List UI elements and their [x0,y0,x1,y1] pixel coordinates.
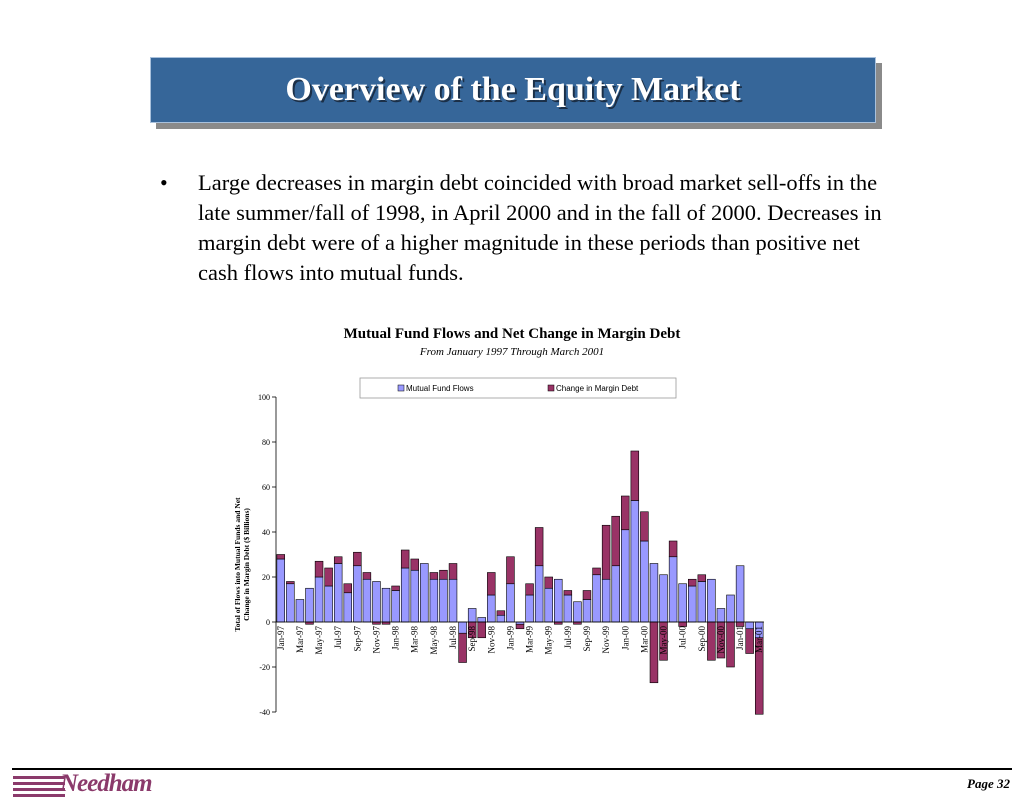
y-tick-label: 100 [258,393,270,402]
bar-change-in-margin-debt [621,496,629,530]
bar-change-in-margin-debt [612,516,620,566]
bar-change-in-margin-debt [497,611,505,616]
bar-change-in-margin-debt [640,512,648,541]
bar-mutual-fund-flows [411,570,419,622]
bar-change-in-margin-debt [602,525,610,579]
x-tick-label: Sep-00 [696,626,707,652]
x-tick-label: May-97 [314,626,325,655]
x-tick-label: Mar-98 [409,626,420,653]
bar-change-in-margin-debt [277,555,285,560]
x-tick-label: Sep-98 [467,626,478,652]
bar-change-in-margin-debt [727,622,735,667]
x-tick-label: Nov-98 [486,626,497,654]
bar-mutual-fund-flows [573,602,581,622]
bar-change-in-margin-debt [401,550,409,568]
bar-change-in-margin-debt [478,622,486,638]
bullet-icon: • [160,170,168,195]
x-tick-label: Nov-97 [371,626,382,654]
y-axis-label: Change in Margin Debt ($ Billions) [242,508,251,621]
bar-change-in-margin-debt [286,582,294,584]
bar-change-in-margin-debt [411,559,419,570]
bar-change-in-margin-debt [315,561,323,577]
y-tick-label: -40 [259,708,270,717]
bar-change-in-margin-debt [459,633,467,662]
bar-mutual-fund-flows [315,577,323,622]
bar-change-in-margin-debt [669,541,677,557]
bar-mutual-fund-flows [430,579,438,622]
bar-change-in-margin-debt [507,557,515,584]
needham-logo: Needham [60,770,152,797]
x-tick-label: Jan-98 [390,626,401,650]
bar-mutual-fund-flows [344,593,352,622]
bar-mutual-fund-flows [621,530,629,622]
bar-mutual-fund-flows [459,622,467,633]
bar-change-in-margin-debt [392,586,400,591]
bar-change-in-margin-debt [526,584,534,595]
bar-mutual-fund-flows [363,579,371,622]
x-tick-label: Jan-00 [620,626,631,650]
bar-mutual-fund-flows [420,564,428,623]
x-tick-label: May-98 [428,626,439,655]
legend-swatch [398,385,404,391]
bar-mutual-fund-flows [688,586,696,622]
bar-mutual-fund-flows [736,566,744,622]
bar-mutual-fund-flows [564,595,572,622]
x-tick-label: Jul-00 [677,626,688,649]
bar-change-in-margin-debt [487,573,495,596]
bar-mutual-fund-flows [583,600,591,623]
bar-mutual-fund-flows [545,588,553,622]
bar-mutual-fund-flows [650,564,658,623]
bar-mutual-fund-flows [698,582,706,623]
x-tick-label: May-99 [543,626,554,655]
bar-change-in-margin-debt [650,622,658,683]
bar-change-in-margin-debt [707,622,715,660]
bullet-text: Large decreases in margin debt coincided with broad market sell-offs in the late summer/fall of 1998, in April 2000 and in the fall of 2000. Decreases in margin debt were of a higher magnitude in these periods than positive net cash flows into mutual funds. [198,170,882,285]
y-tick-label: 20 [262,573,270,582]
bar-change-in-margin-debt [679,622,687,627]
x-tick-label: Mar-00 [639,626,650,653]
legend-label: Mutual Fund Flows [406,384,474,393]
bar-mutual-fund-flows [554,579,562,622]
bar-mutual-fund-flows [296,600,304,623]
x-tick-label: Jan-99 [505,626,516,650]
bar-mutual-fund-flows [286,584,294,622]
bar-mutual-fund-flows [612,566,620,622]
x-tick-label: Jan-01 [735,626,746,650]
bar-change-in-margin-debt [736,622,744,627]
bar-mutual-fund-flows [593,575,601,622]
y-tick-label: 60 [262,483,270,492]
bar-mutual-fund-flows [535,566,543,622]
bar-change-in-margin-debt [363,573,371,580]
x-tick-label: Sep-99 [581,626,592,652]
bar-change-in-margin-debt [593,568,601,575]
bar-mutual-fund-flows [334,564,342,623]
bar-mutual-fund-flows [669,557,677,622]
bar-mutual-fund-flows [468,609,476,623]
y-tick-label: 0 [266,618,270,627]
x-tick-label: Jul-97 [333,626,344,649]
page-number: Page 32 [967,776,1010,791]
y-tick-label: 40 [262,528,270,537]
bar-mutual-fund-flows [602,579,610,622]
bar-mutual-fund-flows [507,584,515,622]
bar-mutual-fund-flows [746,622,754,629]
bar-mutual-fund-flows [717,609,725,623]
bar-mutual-fund-flows [660,575,668,622]
bar-mutual-fund-flows [727,595,735,622]
bar-mutual-fund-flows [478,618,486,623]
x-tick-label: Jan-97 [275,626,286,650]
x-tick-label: Mar-01 [754,626,765,653]
bar-change-in-margin-debt [344,584,352,593]
bar-mutual-fund-flows [526,595,534,622]
bar-mutual-fund-flows [382,588,390,622]
page-title: Overview of the Equity Market [285,71,741,108]
bar-change-in-margin-debt [564,591,572,596]
bar-change-in-margin-debt [440,570,448,579]
x-tick-label: Sep-97 [352,626,363,652]
footer-divider [12,768,1012,770]
bar-change-in-margin-debt [535,528,543,566]
bar-mutual-fund-flows [679,584,687,622]
bar-mutual-fund-flows [440,579,448,622]
bar-mutual-fund-flows [277,559,285,622]
bar-change-in-margin-debt [583,591,591,600]
x-tick-label: Mar-99 [524,626,535,653]
bar-change-in-margin-debt [334,557,342,564]
legend-label: Change in Margin Debt [556,384,639,393]
bar-change-in-margin-debt [353,552,361,566]
x-tick-label: Nov-00 [715,626,726,654]
chart-subtitle: From January 1997 Through March 2001 [419,346,605,358]
bar-change-in-margin-debt [545,577,553,588]
chart-title: Mutual Fund Flows and Net Change in Margin Debt [343,326,681,342]
y-tick-label: -20 [259,663,270,672]
bar-mutual-fund-flows [373,582,381,623]
bar-mutual-fund-flows [392,591,400,623]
y-tick-label: 80 [262,438,270,447]
y-axis-label: Total of Flows into Mutual Funds and Net [233,497,242,632]
bar-change-in-margin-debt [631,451,639,501]
bar-mutual-fund-flows [707,579,715,622]
bar-mutual-fund-flows [306,588,314,622]
bar-mutual-fund-flows [640,541,648,622]
bar-change-in-margin-debt [430,573,438,580]
bar-change-in-margin-debt [688,579,696,586]
bar-mutual-fund-flows [401,568,409,622]
bar-change-in-margin-debt [516,624,524,629]
bar-change-in-margin-debt [325,568,333,586]
x-tick-label: Jul-98 [448,626,459,649]
bar-mutual-fund-flows [449,579,457,622]
bar-change-in-margin-debt [698,575,706,582]
x-tick-label: Jul-99 [562,626,573,649]
bar-change-in-margin-debt [746,629,754,654]
bar-mutual-fund-flows [325,586,333,622]
x-tick-label: May-00 [658,626,669,655]
bar-mutual-fund-flows [631,501,639,623]
bar-mutual-fund-flows [487,595,495,622]
x-tick-label: Nov-99 [601,626,612,654]
bar-mutual-fund-flows [353,566,361,622]
bar-change-in-margin-debt [449,564,457,580]
x-tick-label: Mar-97 [294,626,305,653]
legend-swatch [548,385,554,391]
bar-mutual-fund-flows [497,615,505,622]
